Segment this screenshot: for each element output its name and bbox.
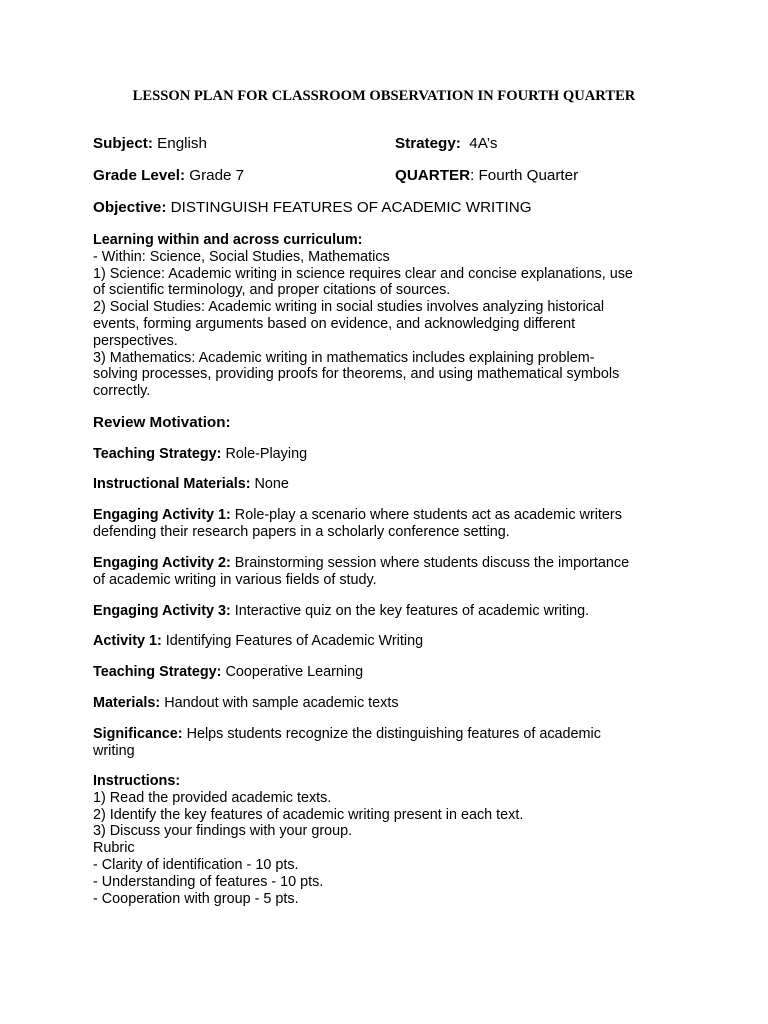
curriculum-line: - Within: Science, Social Studies, Mathematics (93, 248, 390, 265)
activity-1-value: Identifying Features of Academic Writing (165, 633, 424, 649)
teaching-strategy-1-value: Role-Playing (225, 446, 308, 462)
engaging-activity-1-text: Role-play a scenario where students act as academic writers (234, 507, 622, 523)
rubric-line: - Clarity of identification - 10 pts. (93, 856, 299, 873)
engaging-activity-3-text: Interactive quiz on the key features of academic writing. (234, 603, 590, 619)
engaging-activity-2-text: Brainstorming session where students discuss the importance (234, 555, 630, 571)
curriculum-heading: Learning within and across curriculum: (93, 232, 363, 248)
rubric-line: - Cooperation with group - 5 pts. (93, 890, 299, 907)
curriculum-line: events, forming arguments based on evidence, and acknowledging different (93, 315, 576, 332)
significance (93, 726, 683, 760)
grade-level-value: Grade 7 (189, 167, 245, 184)
curriculum-line: 1) Science: Academic writing in science requires clear and concise explanations, use (93, 265, 633, 282)
materials-label: Materials: (93, 695, 161, 711)
curriculum-section (93, 232, 683, 400)
strategy-value: 4A’s (469, 135, 498, 152)
objective-field (93, 199, 532, 217)
subject-value: English (157, 135, 207, 152)
engaging-activity-1-label: Engaging Activity 1: (93, 507, 231, 523)
instructional-materials-value: None (254, 476, 289, 492)
engaging-activity-2 (93, 555, 683, 589)
curriculum-line: solving processes, providing proofs for theorems, and using mathematical symbols (93, 366, 620, 383)
strategy-field (395, 135, 497, 153)
teaching-strategy-2-label: Teaching Strategy: (93, 664, 222, 680)
significance-text-cont: writing (93, 742, 135, 759)
document-title: LESSON PLAN FOR CLASSROOM OBSERVATION IN FOURTH QUARTER (132, 88, 636, 104)
engaging-activity-1 (93, 507, 683, 541)
objective-label: Objective: (93, 199, 167, 216)
subject-label: Subject: (93, 135, 153, 152)
quarter-label: QUARTER (395, 167, 471, 184)
instructional-materials-label: Instructional Materials: (93, 476, 251, 492)
activity-1-label: Activity 1: (93, 633, 162, 649)
teaching-strategy-2-value: Cooperative Learning (225, 664, 364, 680)
instructions-heading: Instructions: (93, 773, 181, 789)
instruction-line: 1) Read the provided academic texts. (93, 789, 332, 806)
activity-1 (93, 633, 683, 650)
significance-label: Significance: (93, 726, 183, 742)
engaging-activity-2-text-cont: of academic writing in various fields of study. (93, 571, 377, 588)
curriculum-line: correctly. (93, 383, 151, 400)
instructions-section (93, 773, 683, 907)
engaging-activity-2-label: Engaging Activity 2: (93, 555, 231, 571)
objective-value: DISTINGUISH FEATURES OF ACADEMIC WRITING (170, 199, 532, 216)
teaching-strategy-1-label: Teaching Strategy: (93, 446, 222, 462)
instruction-line: 3) Discuss your findings with your group. (93, 823, 353, 840)
grade-level-field (93, 167, 244, 185)
rubric-heading: Rubric (93, 840, 135, 857)
instruction-line: 2) Identify the key features of academic writing present in each text. (93, 806, 524, 823)
grade-level-label: Grade Level: (93, 167, 186, 184)
teaching-strategy-2 (93, 664, 683, 681)
engaging-activity-1-text-cont: defending their research papers in a scholarly conference setting. (93, 523, 510, 540)
curriculum-line: perspectives. (93, 332, 178, 349)
curriculum-line: 3) Mathematics: Academic writing in mathematics includes explaining problem- (93, 349, 595, 366)
rubric-line: - Understanding of features - 10 pts. (93, 873, 324, 890)
subject-field (93, 135, 207, 153)
review-motivation-heading: Review Motivation: (93, 414, 231, 431)
strategy-label: Strategy: (395, 135, 461, 152)
quarter-value: : Fourth Quarter (470, 167, 579, 184)
quarter-field (395, 167, 578, 185)
teaching-strategy-1 (93, 446, 683, 463)
materials (93, 695, 683, 712)
curriculum-line: of scientific terminology, and proper citations of sources. (93, 282, 451, 299)
curriculum-line: 2) Social Studies: Academic writing in social studies involves analyzing historical (93, 299, 605, 316)
engaging-activity-3-label: Engaging Activity 3: (93, 603, 231, 619)
significance-text: Helps students recognize the distinguishing features of academic (186, 726, 601, 742)
instructional-materials (93, 476, 683, 493)
materials-value: Handout with sample academic texts (164, 695, 399, 711)
engaging-activity-3 (93, 603, 683, 620)
